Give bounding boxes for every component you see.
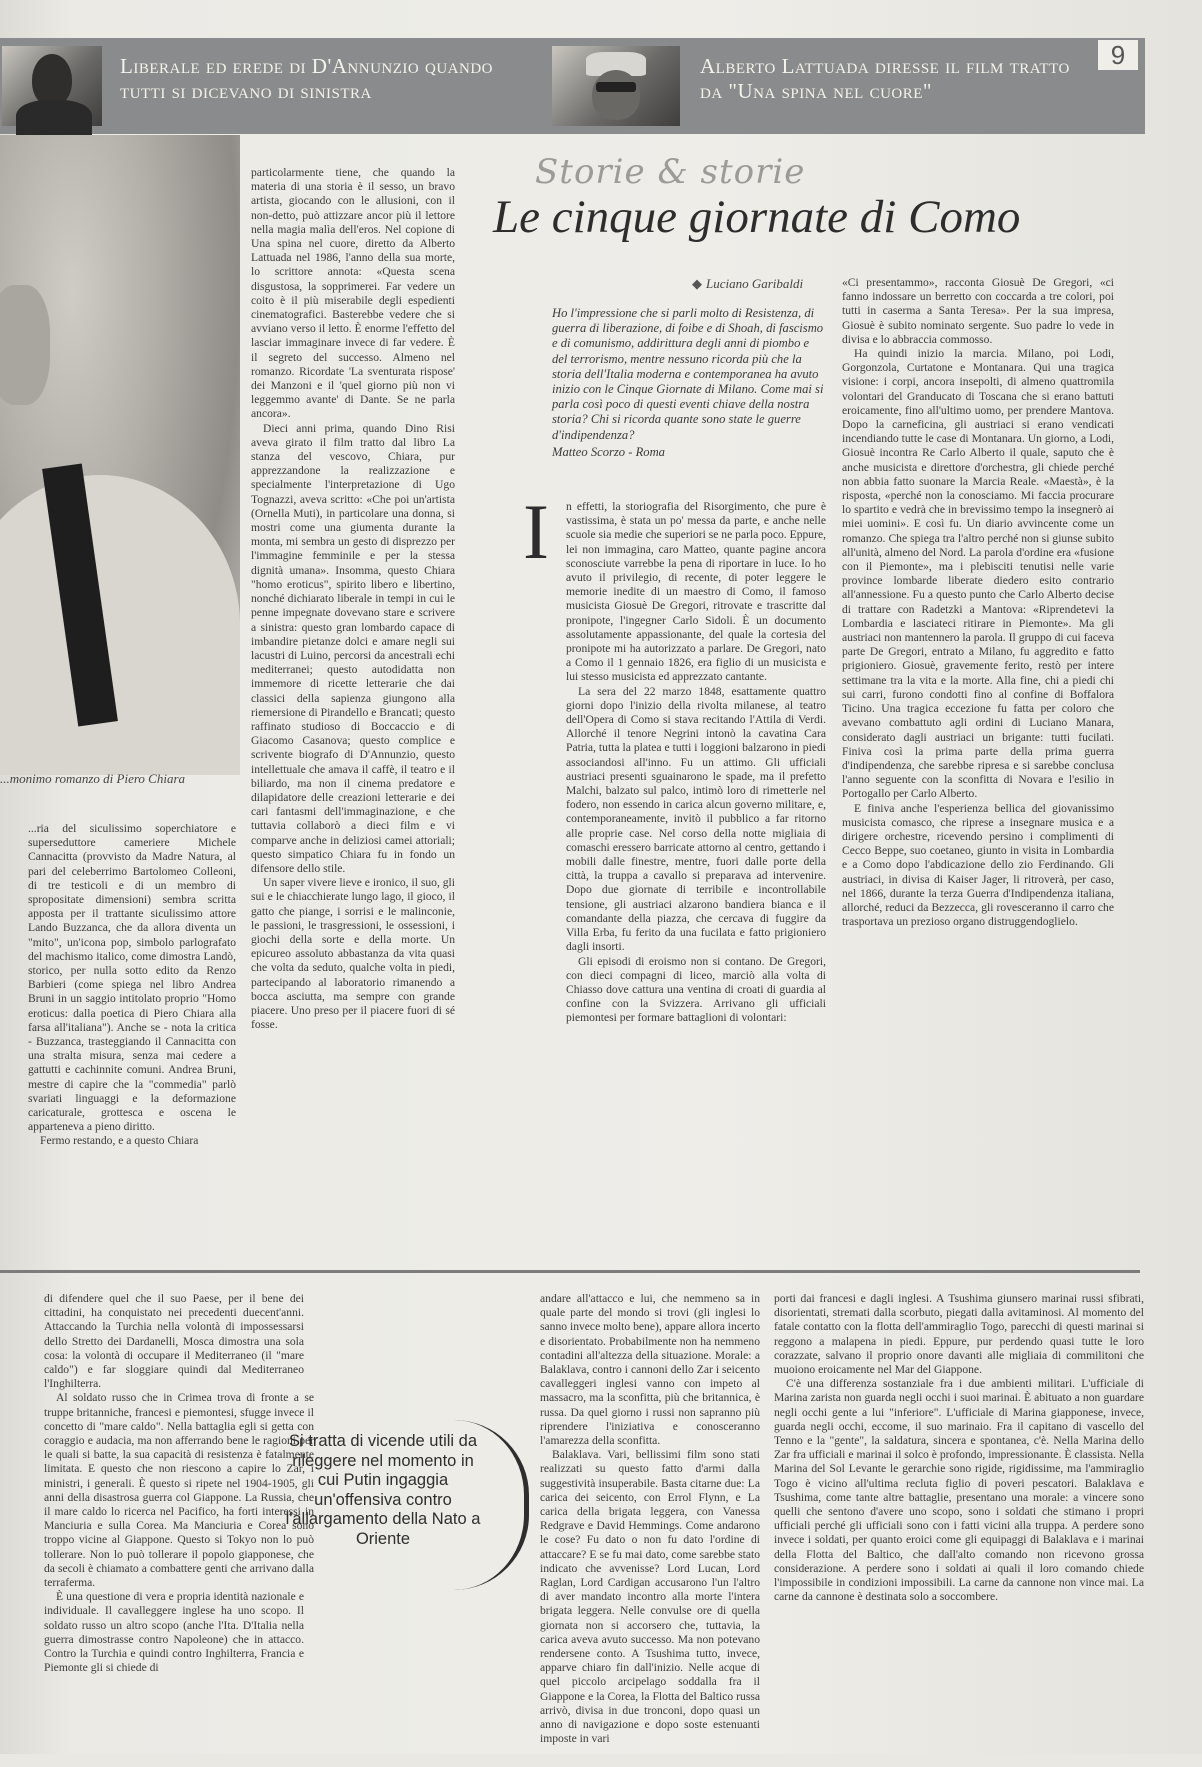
paragraph: È una questione di vera e propria identità nazionale e individuale. Il cavalleggere inglese ha uno scopo. Il soldato russo un altro scopo (anche l'Ita. D'Italia nella guerra dimostrasse contro Napoleone) che in attacco. Contro la Turchia e quindi contro Inghilterra, Francia e Piemonte gli si chiede di <box>44 1590 304 1675</box>
paragraph: Ha quindi inizio la marcia. Milano, poi Lodi, Gorgonzola, Curtatone e Montanara. Qui una tragica visione: i corpi, ancora insepolti, di almeno quattromila volontari del Granducato di Toscana che si erano battuti eroicamente, fino all'ultimo uomo, per prendere Mantova. Dopo la carneficina, gli austriaci si erano vendicati incendiando tutte le case di Montanara. Un giorno, a Lodi, Giosuè incontra Re Carlo Alberto il quale, saputo che è anche musicista e direttore d'orchestra, gli chiede perché non abbia fatto suonare la Marcia Reale. «Maestà», è la risposta, «perché non la conosciamo. Mi faccia procurare lo spartito e vedrà che in brevissimo tempo la insegnerò ai miei uomini». E così fu. Un diario avvincente come un romanzo. Che spiega tra l'altro perché non si giunse subito all'unità, almeno del Nord. La parola d'ordine era «fusione con il Piemonte», ma i plebisciti tenutisi nelle varie province lombarde liberate diedero esito contrario all'annessione. Fu a questo punto che Carlo Alberto decise di trattare con Radetzki a Mantova: «Riprendetevi la Lombardia e lasciateci ritirare in Piemonte». Ma gli austriaci non mantennero la parola. Il gruppo di cui faceva parte De Gregori, entrato a Milano, fu aggredito e fatto prigioniero. Giosuè, gravemente ferito, restò per intere settimane tra la vita e la morte. Alla fine, chi a piedi chi sui carri, furono condotti fino al confine di Boffalora Ticino. Una tragica eccezione fu fatta per coloro che avevano combattuto agli ordini di Luciano Manara, considerato dagli austriaci un brigante: tutti fucilati. Finiva così la prima parte della prima guerra d'indipendenza, che sarebbe ripresa e si sarebbe conclusa l'anno seguente con la sconfitta di Novara e l'esilio in Portogallo per Carlo Alberto. <box>842 347 1114 801</box>
section-divider <box>0 1270 1140 1273</box>
paragraph: ...ria del siculissimo soperchiatore e superseduttore cameriere Michele Cannacitta (provvisto da Madre Natura, al pari del celeberrimo Bartolomeo Colleoni, di tre testicoli e di un membro di spropositate dimensioni) sembra scritta apposta per il trattante siculissimo attore Lando Buzzanca, che da allora diventa un "mito", un'icona pop, simbolo parlografato del machismo italico, come dimostra Landò, storico, per nulla sotto edito da Renzo Barbieri (come spiega nel libro Andrea Bruni in un saggio intitolato proprio "Homo eroticus: dalla poetica di Piero Chiara alla farsa all'italiana"). Anche se - nota la critica - Buzzanca, trasteggiando il Cannacitta con una stralta misura, senza mai cedere a gattutti e cachinnite comuni. Andrea Bruni, mestre di capire che la "commedia" parlò svariati linguaggi e la deformazione caricaturale, grottesca e oscena le apparteneva a pieno diritto. <box>28 822 236 1134</box>
putin-article-column-1 <box>44 1292 314 1732</box>
pull-quote: Si tratta di vicende utili da rileggere nel momento in cui Putin ingaggia un'offensiva contro l'allargamento della Nato a Oriente <box>285 1432 481 1548</box>
diamond-icon: ◆ <box>692 276 702 291</box>
reader-letter <box>552 306 827 460</box>
paragraph: Dieci anni prima, quando Dino Risi aveva girato il film tratto dal libro La stanza del vescovo, Chiara, pur apprezzandone la realizzazione e specialmente l'interpretazione di Ugo Tognazzi, aveva scritto: «Che poi un'artista (Ornella Muti), in particolare una donna, si mostri come una giumenta durante la monta, mi sembra un gesto di disprezzo per l'immagine femminile e per la stessa dignità umana». Insomma, questo Chiara "homo eroticus", spirito libero e libertino, nonché dichiarato liberale in tempi in cui le penne impegnate dovevano stare e scrivere a sinistra: questo gran lombardo capace di imbandire pietanze dolci e amare negli sui lacustri di Luino, percorsi da ancestrali echi mediterranei; questo autodidatta non immemore di ricette letterarie che dai classici della sapienza giungono alla riemersione di Pirandello e Brancati; questo raffinato studioso di Boccaccio e di Giacomo Casanova; questo complice e scrivente biografo di D'Annunzio, questo intellettuale che amava il caffè, il teatro e il biliardo, ma non il cinema predatore e dilapidatore delle creazioni letterarie e dei cari fantasmi dell'immaginazione, e che tuttavia collaborò a dieci film e vi comparve anche in deliziosi camei attoriali; questo simpatico Chiara fu in fondo un difensore dello stile. <box>251 421 455 875</box>
paragraph: Balaklava. Vari, bellissimi film sono stati realizzati su questo fatto d'armi dalla suggestività insuperabile. Basta citarne due: La carica dei seicento, con Errol Flynn, e La carica della brigata leggera, con Vanessa Redgrave e David Hemmings. Come andarono le cose? Fu dato o non fu dato l'ordine di attaccare? E se fu mai dato, come sarebbe stato indicato che avvenisse? Lord Lucan, Lord Raglan, Lord Cardigan accusarono l'un l'altro di aver mandato incontro alla morte l'intera brigata leggera. Nelle convulse ore di quella giornata non si accorsero che, tuttavia, la carica aveva avuto successo. Ma non potevano rendersene conto. A Tsushima tutto, invece, apparve chiaro fin dall'inizio. Nelle acque di quel piccolo arcipelago soddalla fra il Giappone e la Corea, la Flotta del Baltico russa arrivò, divisa in due tronconi, dopo quasi un anno di navigazione e dopo soste estenuanti imposte in vari <box>540 1448 760 1746</box>
paragraph: C'è una differenza sostanziale fra i due ambienti militari. L'ufficiale di Marina zarista non guarda negli occhi i suoi marinai. È abituato a non guardare negli occhi gente a lui "inferiore". L'ufficiale di Marina giapponese, invece, guarda negli occhi, eccome, il suo marinaio. Fra il capitano di vascello del Tenno e la "gente", la saldatura, sincera e spontanea, c'è. Nella Marina dello Zar fra ufficiali e marinai il solco è profondo, impressionante. È classista. Nella Marina del Sol Levante le gerarchie sono rigide, rigidissime, ma l'ammiraglio Togo è vicino all'ultima recluta figlio di poveri pescatori. Balaklava e Tsushima, come tante altre battaglie, presentano una morale: a vincere sono quelli che sentono d'avere uno scopo, sono i soldati che stimano i propri ufficiali perché gli ufficiali sono con i fatti vicini alla truppa. A perdere sono invece i soldati, per quanto eroici come gli equipaggi di Balaklava e i marinai della Flotta del Baltico, che dall'alto comando non ricevono grossa considerazione. A perdere sono i soldati ai quali il loro comando chiede l'impossibile in condizioni impossibili. La carne da cannone non vince mai. La carne da cannone è destinata solo a soccombere. <box>774 1377 1144 1604</box>
chiara-column-bottom <box>28 822 236 1224</box>
paragraph: «Ci presentammo», racconta Giosuè De Gregori, «ci fanno indossare un berretto con coccarda a tre colori, poi tutti in caserma a Santa Teresa». Per la sua impresa, Giosuè è subito nominato sergente. Suo padre lo vede in divisa e lo abbraccia commosso. <box>842 276 1114 346</box>
article-author <box>692 276 803 292</box>
article-column-1 <box>566 500 826 1242</box>
article-title: Le cinque giornate di Como <box>493 191 1021 243</box>
drop-cap: I <box>523 488 549 575</box>
reader-letter-signature: Matteo Scorzo - Roma <box>552 444 665 459</box>
paragraph: Gli episodi di eroismo non si contano. De Gregori, con dieci compagni di liceo, marciò alla volta di Chiasso dove cattura una ventina di croati di guardia al confine con la Svizzera. Arrivano gli ufficiali piemontesi per formare battaglioni di volontari: <box>566 954 826 1025</box>
paragraph: Fermo restando, e a questo Chiara <box>40 1134 199 1148</box>
paragraph: Al soldato russo che in Crimea trova di fronte a se truppe britanniche, francesi e piemontesi, sfugge invece il concetto di "mare caldo". Nella battaglia egli si getta con coraggio e audacia, ma non afferrando bene le ragioni per le quali si batte, la sua capacità di resistenza è fatalmente limitata. E questo che non riescono a capire lo Zar, i ministri, i generali. È questo si ripete nel 1904-1905, gli anni della disastrosa guerra col Giappone. La Russia, che il mare caldo lo ricerca nel Pacifico, ha forti interessi in Manciuria e sulla Corea. Ma Manciuria e Corea sono troppo vicine al Giappone. Questo si Tokyo non lo può tollerare. Non lo può tollerare il popolo giapponese, che da secoli è chiamato a combattere genti che arrivano dalla terraferma. <box>44 1391 314 1590</box>
paragraph: E finiva anche l'esperienza bellica del giovanissimo musicista comasco, che riprese a insegnare musica e a dirigere orchestre, ricevendo persino i complimenti di Cecco Beppe, suo coetaneo, giunto in visita in Lombardia e a Como dopo l'abdicazione dello zio Ferdinando. Gli austriaci, in divisa di Kaiser Jager, li ritroverà, per caso, nel 1866, durante la terza Guerra d'Indipendenza italiana, allorché, reduci da Bezzecca, gli rovesceranno il carro che trasportava un prezioso organo distruggendoglielo. <box>842 801 1114 929</box>
paragraph: Un saper vivere lieve e ironico, il suo, gli sui e le chiacchierate lungo lago, il gioco, il gatto che piange, i sorrisi e le malinconie, le passioni, le trasgressioni, le ossessioni, i giochi della sorte e della morte. Un epicureo assoluto abbastanza da vita quasi che volta da seduto, qualche volta in piedi, partecipando al laboratorio rimanendo a bocca asciutta, ma sempre con grande piacere. Uno preso per il piacere fuori di sé fosse. <box>251 876 455 1032</box>
author-name: Luciano Garibaldi <box>706 276 804 291</box>
paragraph: particolarmente tiene, che quando la materia di una storia è il sesso, un bravo artista, giocando con le allusioni, con il non-detto, può attizzare ancor più il lettore nella magia malìa dell'eros. Nel copione di Una spina nel cuore, diretto da Alberto Lattuada nel 1986, l'anno della sua morte, lo scrittore annota: «Questa scena disgustosa, la sopprimerei. Far vedere un coito è il più miserabile degli espedienti cinematografici. Basterebbe vedere che si avviano verso il letto. È enorme l'effetto del lasciar immaginare invece di far vedere. È il segreto del successo. Almeno nel romanzo. Ricordate 'La sventurata rispose' dei Manzoni e il 'quel giorno più non vi leggemmo avante' di Dante. Se ne parla ancora». <box>251 166 455 421</box>
header-kicker-right: Alberto Lattuada diresse il film tratto da "Una spina nel cuore" <box>700 54 1070 103</box>
paragraph: andare all'attacco e lui, che nemmeno sa in quale parte del mondo si trovi (gli inglesi lo sanno invece molto bene), appare allora incerto e disorientato. Probabilmente non ha nemmeno contadini all'altezza della situazione. Morale: a Balaklava, contro i cannoni dello Zar i seicento cavalleggeri inglesi vanno con impeto al massacro, ma la sconfitta, più che britannica, è russa. Da quel giorno i russi non sapranno più riprendere l'iniziativa e conosceranno l'amarezza della sconfitta. <box>540 1292 760 1448</box>
photo-caption: ...monimo romanzo di Piero Chiara <box>0 771 186 786</box>
section-script-label: Storie & storie <box>535 152 806 192</box>
paragraph: di difendere quel che il suo Paese, per il bene dei cittadini, ha conquistato nei precedenti duecent'anni. Attaccando la Turchia nella volontà di impossessarsi dello Stretto dei Dardanelli, Mosca dimostra una sola cosa: la volontà di occupare il Mediterraneo (il "mare caldo") e far sloggiare quindi dal Mediterraneo l'Inghilterra. <box>44 1292 304 1391</box>
chiara-column-top <box>251 166 455 1226</box>
reader-letter-text: Ho l'impressione che si parli molto di Resistenza, di guerra di liberazione, di foibe e di Shoah, di fascismo e di comunismo, addirittura degli anni di piombo e del terrorismo, mentre nessuno ricorda più che la storia dell'Italia moderna e contemporanea ha avuto inizio con le Cinque Giornate di Milano. Come mai si parla così poco di questi eventi chiave della nostra storia? Chi si ricorda quante sono state le guerre d'indipendenza? <box>552 306 824 442</box>
putin-article-column-3 <box>774 1292 1144 1732</box>
article-column-2 <box>842 276 1114 1216</box>
header-kicker-left: Liberale ed erede di D'Annunzio quando tutti si dicevano di sinistra <box>120 54 493 103</box>
page-number: 9 <box>1098 40 1138 70</box>
header-portrait-chiara <box>2 46 102 126</box>
header-portrait-lattuada <box>552 46 680 126</box>
paragraph: n effetti, la storiografia del Risorgimento, che pure è vastissima, è stata un po' messa da parte, e anche nelle scuole sia medie che superiori se ne parla poco. Eppure, lei non immagina, caro Matteo, quante pagine ancora sconosciute varrebbe la pena di riportare in luce. Io ho avuto il privilegio, di recente, di poter leggere le memorie inedite di un maestro di Como, il famoso musicista Giosuè De Gregori, ritrovate e trascritte dal pronipote, l'ingegner Carlo Sidoli. È un documento assolutamente appassionante, del quale la cortesia del pronipote mi ha autorizzato a parlare. De Gregori, nato a Como il 1 gennaio 1826, era figlio di un musicista e lui stesso musicista ed apprezzato cantante. <box>566 500 826 684</box>
paragraph: porti dai francesi e dagli inglesi. A Tsushima giunsero marinai russi sfibrati, disorientati, stremati dalla scorbuto, piegati dalla avitaminosi. Al momento del fatale contatto con la flotta dell'ammiraglio Togo, parecchi di questi marinai si reggono a malapena in piedi. Eppure, pur perdendo quasi tutte le loro corazzate, salvano il proprio onore davanti alle migliaia di commilitoni che muoiono eroicamente nel Mar del Giappone. <box>774 1292 1144 1377</box>
page-header-band <box>0 38 1145 134</box>
paragraph: La sera del 22 marzo 1848, esattamente quattro giorni dopo l'inizio della rivolta milanese, al teatro dell'Opera di Como si stava recitando l'Attila di Verdi. Allorché il tenore Negrini intonò la cavatina Cara Patria, tutta la platea e tutti i loggioni balzarono in piedi associandosi all'inno. Fu un attimo. Gli ufficiali austriaci presenti sguainarono le spade, ma il prefetto Malchi, balzato sul palco, intimò loro di rimetterle nel fodero, non essendo in carica alcun governo militare, e, contemporaneamente, invitò il pubblico a far ritorno alle proprie case. Nel corso della notte migliaia di comaschi eressero barricate attorno al centro, gettando i mobili dalle finestre, mentre, fuori dalle porte della città, la truppa a cavallo si preparava ad intervenire. Dopo due giornate di terribile e incontrollabile tensione, gli austriaci alzarono bandiera bianca e il comandante della piazza, che cercava di fuggire da Villa Erba, fu ferito da una fucilata e fatto prigioniero dagli insorti. <box>566 684 826 954</box>
chiara-photo <box>0 135 240 755</box>
